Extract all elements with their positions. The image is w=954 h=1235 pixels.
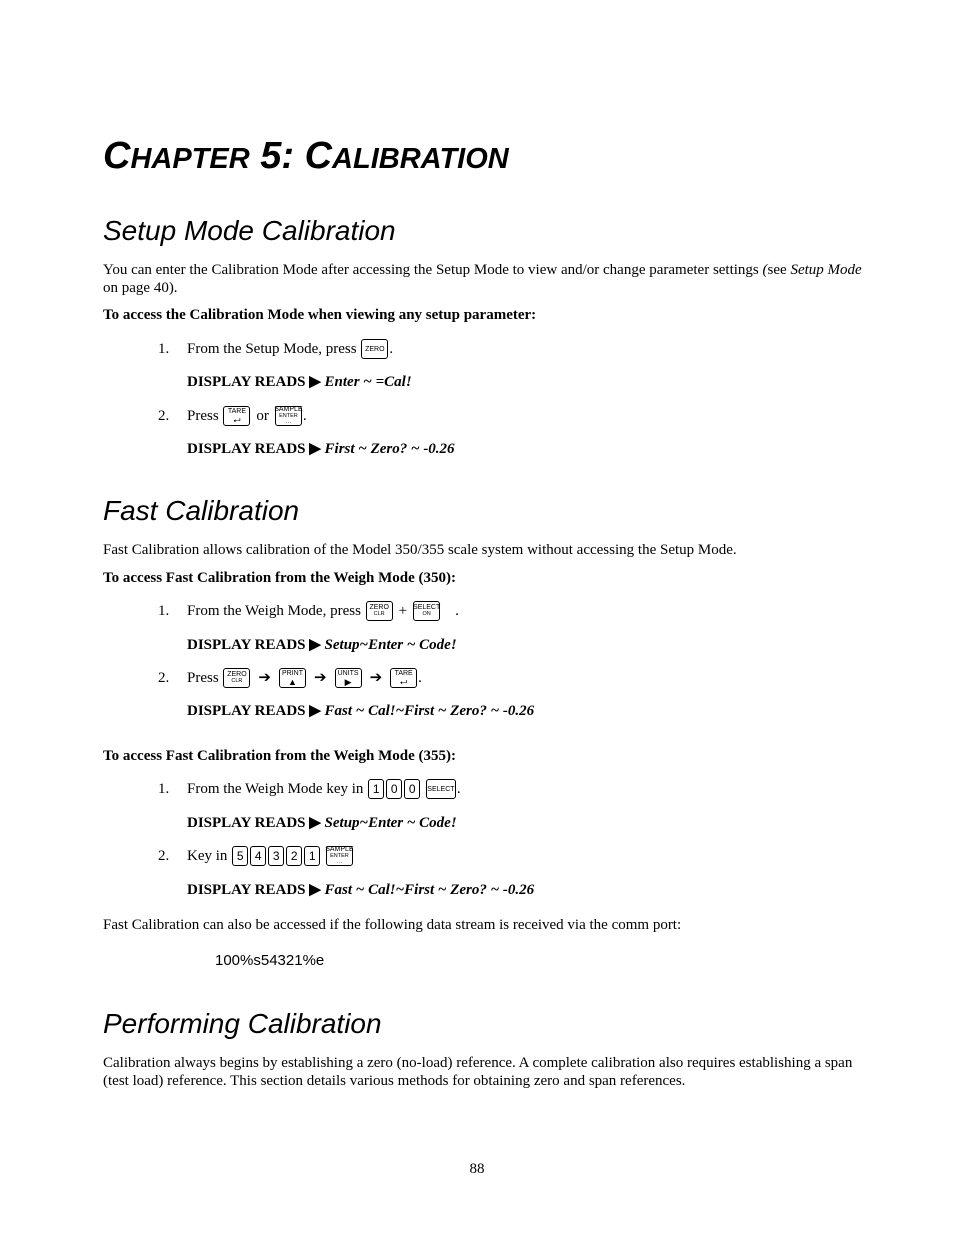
fast-intro-paragraph: Fast Calibration allows calibration of the Model 350/355 scale system without accessing the Setup Mode. xyxy=(103,542,737,558)
tare-key: TARE ⮠ xyxy=(390,668,417,688)
print-key: PRINT ▲ xyxy=(279,668,306,688)
fast-355-display-reads-2: DISPLAY READS ▶ Fast ~ Cal!~First ~ Zero? ~ -0.26 xyxy=(187,882,535,898)
fast-350-step-1: 1. From the Weigh Mode, press ZERO CLR + SELECT ON . xyxy=(158,603,459,619)
select-on-key: SELECT ON xyxy=(413,601,440,621)
digit-5-key: 5 xyxy=(232,846,248,866)
tare-key: TARE ⮠ xyxy=(223,406,250,426)
comm-data-stream: 100%s54321%e xyxy=(215,952,325,969)
performing-paragraph: Calibration always begins by establishing a zero (no-load) reference. A complete calibration also requires establishing a span (test load) reference. This section details various methods for obtaining zero and span references. xyxy=(103,1055,853,1089)
heading-setup-mode-calibration: Setup Mode Calibration xyxy=(103,215,396,246)
sample-enter-key: SAMPLE ENTER ··· xyxy=(325,846,354,866)
digit-3-key: 3 xyxy=(268,846,284,866)
return-arrow-icon: ⮠ xyxy=(233,414,241,425)
sample-enter-key: SAMPLE ENTER ··· xyxy=(274,406,303,426)
right-arrow-icon: ➔ xyxy=(314,670,327,686)
setup-intro-paragraph: You can enter the Calibration Mode after accessing the Setup Mode to view and/or change parameter settings (see Setup Mode on page 40). xyxy=(103,262,862,296)
digit-4-key: 4 xyxy=(250,846,266,866)
fast-355-step-2: 2. Key in 5 4 3 2 1 SAMPLE ENTER ··· xyxy=(158,846,354,866)
up-triangle-icon: ▲ xyxy=(288,676,297,687)
zero-key: ZERO xyxy=(361,339,388,359)
zero-clr-key: ZERO CLR xyxy=(223,668,250,688)
setup-step-2: 2. Press TARE ⮠ or SAMPLE ENTER ··· . xyxy=(158,406,307,426)
heading-performing-calibration: Performing Calibration xyxy=(103,1008,382,1039)
fast-350-display-reads-2: DISPLAY READS ▶ Fast ~ Cal!~First ~ Zero? ~ -0.26 xyxy=(187,703,535,719)
zero-clr-key: ZERO CLR xyxy=(366,601,393,621)
fast-access-355-instruction: To access Fast Calibration from the Weigh Mode (355): xyxy=(103,748,457,764)
right-arrow-icon: ➔ xyxy=(258,670,271,686)
setup-display-reads-2: DISPLAY READS ▶ First ~ Zero? ~ -0.26 xyxy=(187,441,455,457)
digit-0-key: 0 xyxy=(404,779,420,799)
units-key: UNITS ▶ xyxy=(335,668,362,688)
setup-mode-reference: Setup Mode xyxy=(790,262,862,278)
setup-access-instruction: To access the Calibration Mode when viewing any setup parameter: xyxy=(103,307,537,323)
digit-1-key: 1 xyxy=(304,846,320,866)
heading-fast-calibration: Fast Calibration xyxy=(103,495,300,526)
digit-1-key: 1 xyxy=(368,779,384,799)
digit-0-key: 0 xyxy=(386,779,402,799)
fast-comm-paragraph: Fast Calibration can also be accessed if the following data stream is received via the comm port: xyxy=(103,917,682,933)
fast-350-step-2: 2. Press ZERO CLR ➔ PRINT ▲ ➔ UNITS ▶ ➔ TARE ⮠ . xyxy=(158,667,422,689)
right-arrow-icon: ➔ xyxy=(369,670,383,686)
fast-access-350-instruction: To access Fast Calibration from the Weigh Mode (350): xyxy=(103,570,457,586)
chapter-title: CHAPTER 5: CALIBRATION xyxy=(103,135,509,177)
setup-step-1: 1. From the Setup Mode, press ZERO . xyxy=(158,341,394,357)
digit-2-key: 2 xyxy=(286,846,302,866)
select-key: SELECT xyxy=(426,779,456,799)
fast-355-display-reads-1: DISPLAY READS ▶ Setup~Enter ~ Code! xyxy=(187,815,457,831)
right-triangle-icon: ▶ xyxy=(344,676,352,687)
return-arrow-icon: ⮠ xyxy=(400,676,408,687)
fast-355-step-1: 1. From the Weigh Mode key in 1 0 0 SELECT . xyxy=(158,781,461,797)
page-number: 88 xyxy=(469,1161,485,1177)
setup-display-reads-1: DISPLAY READS ▶ Enter ~ =Cal! xyxy=(187,374,412,390)
fast-350-display-reads-1: DISPLAY READS ▶ Setup~Enter ~ Code! xyxy=(187,637,457,653)
